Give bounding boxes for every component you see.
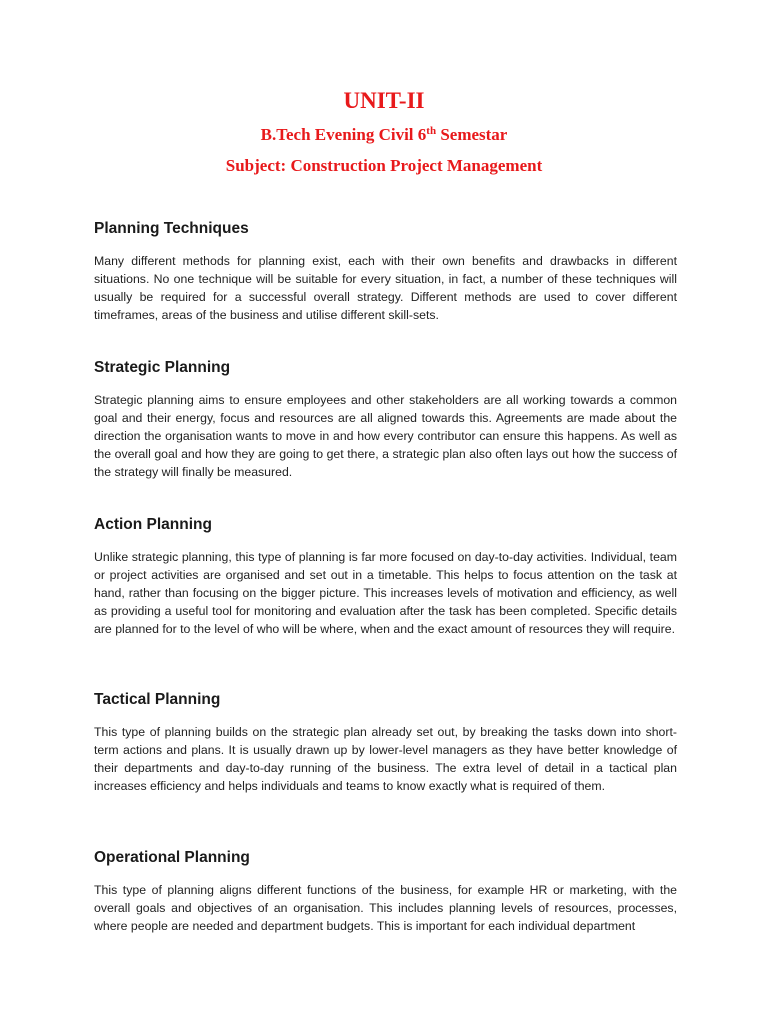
section-heading: Planning Techniques bbox=[94, 220, 249, 237]
section-heading: Strategic Planning bbox=[94, 359, 231, 376]
section-heading: Action Planning bbox=[94, 516, 212, 533]
section-strategic-planning bbox=[94, 358, 677, 481]
section-operational-planning bbox=[94, 848, 677, 935]
subject-line: Subject: Construction Project Management bbox=[225, 156, 543, 175]
section-body: Unlike strategic planning, this type of planning is far more focused on day-to-day activities. Individual, team or project activities are organised and set out in a timetable. This helps to focus attention on the task at hand, rather than focusing on the bigger picture. This increases levels of motivation and efficiency, as well as providing a useful tool for monitoring and evaluation after the task has been completed. Specific details are planned for to the level of who will be where, when and the exact amount of resources they will require. bbox=[94, 550, 677, 636]
section-action-planning bbox=[94, 515, 677, 638]
course-prefix: B.Tech Evening Civil 6 bbox=[260, 125, 427, 144]
section-tactical-planning bbox=[94, 690, 677, 795]
section-body: This type of planning builds on the strategic plan already set out, by breaking the tasks down into short-term actions and plans. It is usually drawn up by lower-level managers as they have better knowledge of their departments and day-to-day running of the business. The extra level of detail in a tactical plan increases efficiency and helps individuals and teams to know exactly what is required of them. bbox=[94, 725, 677, 793]
course-line bbox=[0, 123, 768, 147]
section-planning-techniques bbox=[94, 219, 677, 324]
course-suffix: Semestar bbox=[436, 125, 508, 144]
section-heading: Operational Planning bbox=[94, 849, 250, 866]
section-heading: Tactical Planning bbox=[94, 691, 221, 708]
unit-title: UNIT-II bbox=[343, 88, 425, 113]
section-body: This type of planning aligns different functions of the business, for example HR or marketing, with the overall goals and objectives of an organisation. This includes planning levels of resources, processes, where people are needed and department budgets. This is important for each individual department bbox=[94, 883, 677, 933]
section-body: Strategic planning aims to ensure employees and other stakeholders are all working towards a common goal and their energy, focus and resources are all aligned towards this. Agreements are made about the direction the organisation wants to move in and how every contributor can ensure this happens. As well as the overall goal and how they are going to get there, a strategic plan also often lays out how the success of the strategy will finally be measured. bbox=[94, 393, 677, 479]
section-body: Many different methods for planning exist, each with their own benefits and drawbacks in different situations. No one technique will be suitable for every situation, in fact, a number of these techniques will usually be required for a successful overall strategy. Different methods are used to cover different timeframes, areas of the business and utilise different skill-sets. bbox=[94, 254, 677, 322]
course-superscript: th bbox=[426, 125, 437, 137]
